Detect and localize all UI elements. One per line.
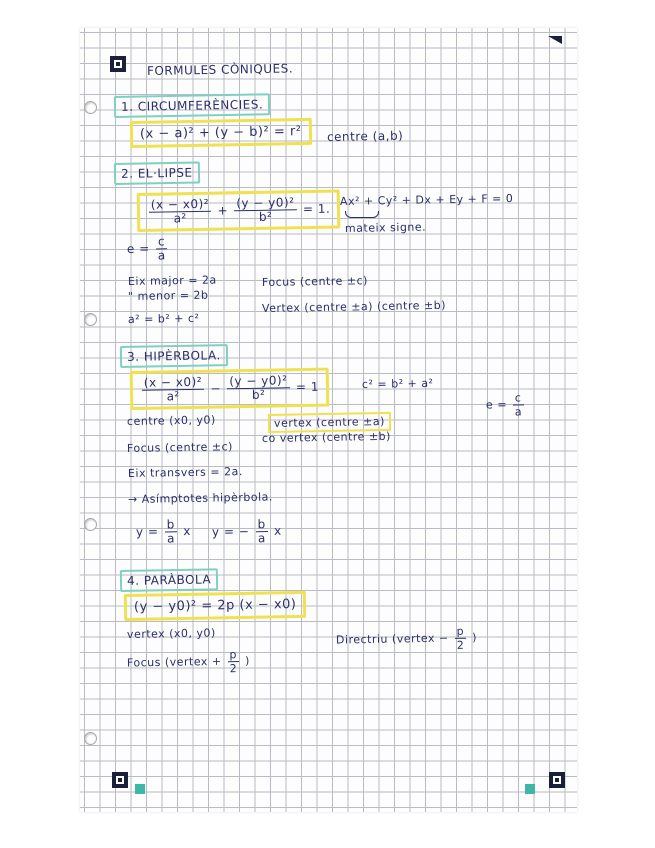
hyperbola-centre: centre (x0, y0): [126, 413, 216, 428]
asymptote-negative-lhs: y = −: [211, 524, 250, 539]
corner-marker-bottom-right: [549, 772, 565, 788]
parabola-focus-numerator: p: [227, 648, 239, 662]
ellipse-minor-axis: " menor = 2b: [127, 288, 209, 303]
parabola-focus: [127, 648, 250, 677]
hyperbola-y-numerator: (y − y0)²: [227, 374, 289, 389]
ellipse-e-denominator: a: [157, 248, 166, 263]
asymptote-positive-lhs: y =: [135, 524, 159, 539]
ellipse-y-denominator: b²: [258, 209, 273, 224]
binder-hole: [84, 101, 97, 114]
hyperbola-focus: Focus (centre ±c): [126, 440, 234, 455]
hyperbola-transverse-axis: Eix transvers = 2a.: [127, 464, 243, 480]
hyperbola-e-label: e =: [485, 398, 508, 412]
asymptote-negative-var: x: [273, 523, 282, 538]
binder-hole: [84, 732, 97, 745]
ellipse-y-numerator: (y − y0)²: [234, 196, 296, 211]
hyperbola-rhs: = 1: [295, 379, 320, 395]
ellipse-rhs: = 1.: [302, 201, 331, 217]
binder-hole: [84, 313, 97, 326]
asymptote-negative: [212, 518, 282, 546]
binder-hole: [84, 518, 97, 531]
asymptote-negative-numerator: b: [255, 518, 267, 532]
ellipse-focus: Focus (centre ±c): [261, 274, 369, 289]
hyperbola-covertex: co vertex (centre ±b): [261, 429, 392, 445]
asymptote-negative-denominator: a: [257, 531, 266, 546]
ellipse-major-axis: Eix major = 2a: [127, 273, 217, 288]
hyperbola-vertex: vertex (centre ±a): [268, 412, 391, 433]
section-heading-hyperbola: 3. HIPÈRBOLA.: [120, 344, 228, 368]
hyperbola-eccentricity: [486, 391, 526, 419]
ellipse-e-numerator: c: [156, 235, 167, 249]
hyperbola-formula: [130, 368, 330, 410]
ellipse-vertex: Vertex (centre ±a) (centre ±b): [261, 298, 447, 315]
hyperbola-y-denominator: b²: [251, 387, 266, 402]
hyperbola-x-denominator: a²: [166, 389, 180, 404]
ellipse-e-label: e =: [126, 241, 150, 256]
asymptote-positive: [136, 518, 191, 546]
asymptote-positive-var: x: [183, 524, 191, 539]
parabola-focus-post: ): [244, 654, 250, 668]
asymptote-positive-numerator: b: [165, 518, 177, 532]
same-sign-note: mateix signe.: [344, 220, 427, 235]
parabola-formula: (y − y0)² = 2p (x − x0): [124, 591, 307, 621]
hyperbola-e-numerator: c: [513, 391, 524, 405]
ellipse-relation: a² = b² + c²: [127, 311, 200, 326]
asymptote-positive-denominator: a: [166, 531, 176, 546]
asymptotes-heading: → Asímptotes hipèrbola.: [127, 490, 273, 506]
parabola-directrix-denominator: 2: [456, 638, 465, 652]
hyperbola-x-numerator: (x − x0)²: [142, 376, 204, 391]
conic-general-equation: Ax² + Cy² + Dx + Ey + F = 0: [339, 191, 514, 208]
scan-tick-right: [525, 784, 535, 794]
page-title: FORMULES CÒNIQUES.: [146, 61, 294, 78]
same-sign-brace: [345, 211, 379, 218]
section-heading-parabola: 4. PARÀBOLA: [120, 568, 219, 592]
parabola-directrix-numerator: p: [454, 625, 466, 639]
ellipse-x-numerator: (x − x0)²: [149, 198, 211, 213]
circumference-formula: (x − a)² + (y − b)² = r²: [130, 118, 312, 148]
corner-marker-bottom-left: [112, 772, 128, 788]
parabola-focus-pre: Focus (vertex +: [126, 654, 222, 670]
hyperbola-e-denominator: a: [514, 405, 523, 419]
corner-marker-top-left: [110, 56, 126, 72]
hyperbola-relation: c² = b² + a²: [361, 376, 434, 391]
parabola-directrix: [336, 625, 477, 654]
hyperbola-minus: −: [210, 381, 222, 396]
section-heading-circumferencies: 1. CIRCUMFERÈNCIES.: [114, 93, 271, 118]
section-heading-ellipse: 2. EL·LIPSE: [114, 162, 200, 185]
parabola-vertex: vertex (x0, y0): [126, 626, 216, 641]
ellipse-eccentricity: [127, 235, 170, 263]
parabola-directrix-post: ): [472, 631, 478, 645]
parabola-directrix-pre: Directriu (vertex −: [335, 631, 449, 647]
ellipse-x-denominator: a²: [173, 211, 187, 226]
ellipse-plus: +: [217, 203, 229, 218]
corner-marker-top-right: [548, 36, 562, 44]
ellipse-formula: [137, 189, 341, 232]
circumference-centre-note: centre (a,b): [326, 128, 404, 144]
scan-tick-left: [135, 784, 145, 794]
parabola-focus-denominator: 2: [229, 662, 238, 676]
